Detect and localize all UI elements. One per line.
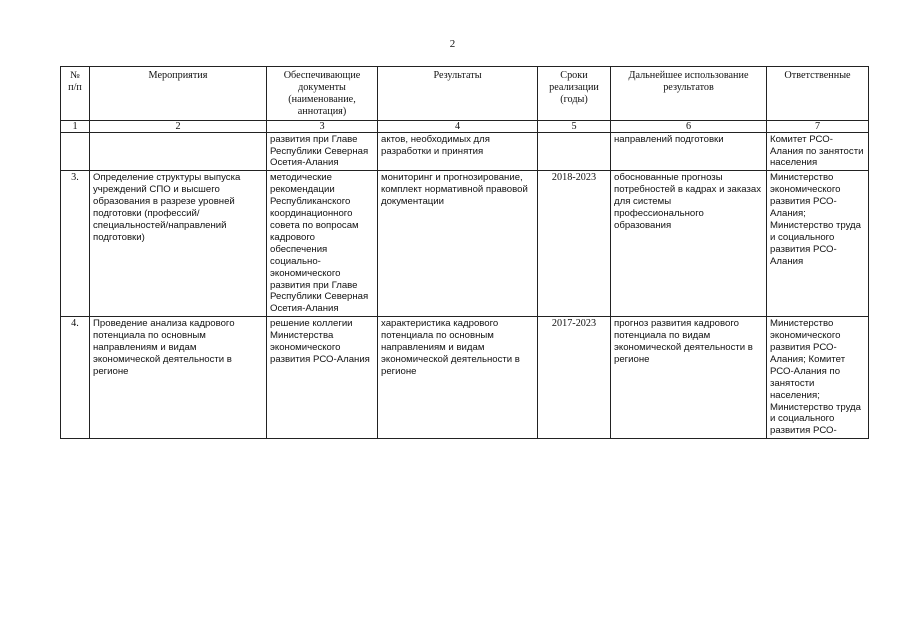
row-terms: 2017-2023 (538, 317, 611, 439)
row-activity (90, 132, 267, 171)
row-num: 3. (61, 171, 90, 317)
row-terms: 2018-2023 (538, 171, 611, 317)
row-activity: Определение структуры выпуска учреждений СПО и высшего образования в разрезе уровней подготовки (профессий/ специальностей/направлений подготовки) (90, 171, 267, 317)
column-number: 2 (90, 120, 267, 132)
table-row (61, 317, 869, 439)
row-responsible: Комитет РСО-Алания по занятости населения (767, 132, 869, 171)
page-number: 2 (449, 38, 456, 50)
column-number: 7 (767, 120, 869, 132)
column-number: 6 (611, 120, 767, 132)
header-num: № п/п (61, 67, 90, 121)
row-usage: прогноз развития кадрового потенциала по видам экономической деятельности в регионе (611, 317, 767, 439)
row-documents: методические рекомендации Республиканского координационного совета по вопросам кадрового обеспечения социально-экономического развития при Главе Республики Северная Осетия-Алания (267, 171, 378, 317)
plan-table (60, 66, 869, 439)
column-number: 3 (267, 120, 378, 132)
row-num (61, 132, 90, 171)
row-results: характеристика кадрового потенциала по основным направлениям и видам экономической деятельности в регионе (378, 317, 538, 439)
column-number: 4 (378, 120, 538, 132)
header-usage: Дальнейшее использование результатов (611, 67, 767, 121)
row-num: 4. (61, 317, 90, 439)
header-results: Результаты (378, 67, 538, 121)
header-activity: Мероприятия (90, 67, 267, 121)
row-results: актов, необходимых для разработки и принятия (378, 132, 538, 171)
column-number: 1 (61, 120, 90, 132)
table-row (61, 132, 869, 171)
row-results: мониторинг и прогнозирование, комплект нормативной правовой документации (378, 171, 538, 317)
header-responsible: Ответственные (767, 67, 869, 121)
row-documents: решение коллегии Министерства экономического развития РСО-Алания (267, 317, 378, 439)
column-number: 5 (538, 120, 611, 132)
header-terms: Сроки реализации (годы) (538, 67, 611, 121)
column-numbers-row (61, 120, 869, 132)
table-header-row (61, 67, 869, 121)
row-activity: Проведение анализа кадрового потенциала по основным направлениям и видам экономической деятельности в регионе (90, 317, 267, 439)
row-usage: обоснованные прогнозы потребностей в кадрах и заказах для системы профессионального образования (611, 171, 767, 317)
row-responsible: Министерство экономического развития РСО-Алания; Министерство труда и социального развития РСО-Алания (767, 171, 869, 317)
row-responsible: Министерство экономического развития РСО-Алания; Комитет РСО-Алания по занятости населения; Министерство труда и социального развития РСО- (767, 317, 869, 439)
row-documents: развития при Главе Республики Северная Осетия-Алания (267, 132, 378, 171)
table-row (61, 171, 869, 317)
header-documents: Обеспечивающие документы (наименование, аннотация) (267, 67, 378, 121)
row-usage: направлений подготовки (611, 132, 767, 171)
row-terms (538, 132, 611, 171)
